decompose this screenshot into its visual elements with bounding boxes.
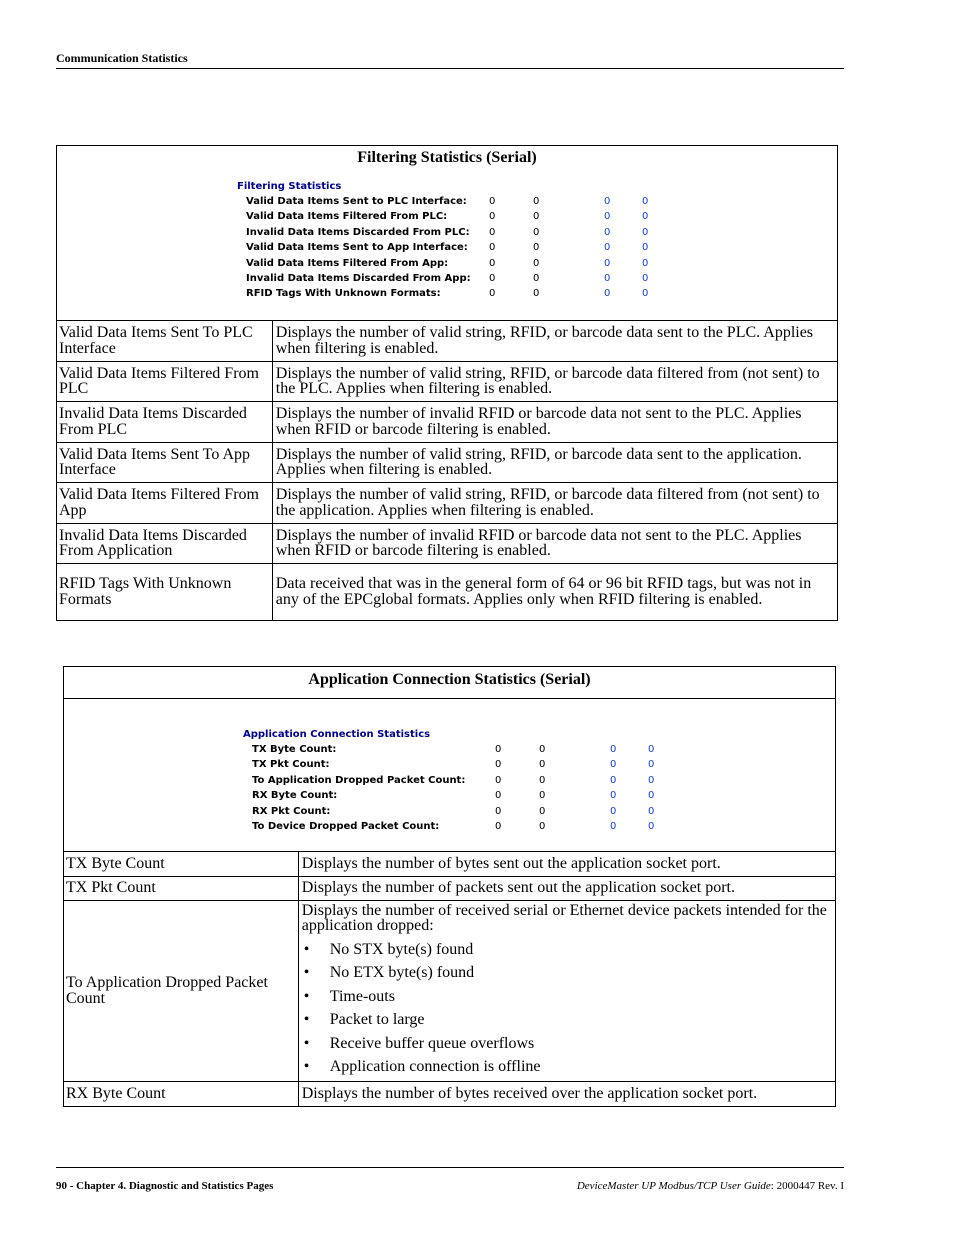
filtering-screenshot <box>237 181 677 301</box>
stat-value: 0 <box>533 257 540 269</box>
stat-row <box>252 744 672 759</box>
stat-value: 0 <box>604 273 611 284</box>
description-row <box>64 1082 836 1107</box>
stat-label: Valid Data Items Filtered From PLC: <box>246 211 448 223</box>
field-name: RFID Tags With Unknown Formats <box>57 564 273 621</box>
stat-value: 0 <box>610 744 617 755</box>
stat-value: 0 <box>489 273 496 284</box>
appconn-title-rule <box>64 698 835 699</box>
stat-value: 0 <box>610 805 617 817</box>
stat-label: Invalid Data Items Discarded From App: <box>246 273 471 284</box>
stat-value: 0 <box>604 242 611 254</box>
stat-value: 0 <box>489 196 496 207</box>
header-rule <box>56 68 844 69</box>
description-row <box>57 402 838 443</box>
stat-label: RX Byte Count: <box>252 790 338 802</box>
stat-value: 0 <box>489 242 496 254</box>
field-description <box>298 877 835 901</box>
stat-label: Valid Data Items Filtered From App: <box>246 257 449 269</box>
stat-value: 0 <box>533 273 540 284</box>
stat-row <box>246 273 666 288</box>
footer-rule <box>56 1167 844 1168</box>
field-name: RX Byte Count <box>64 1082 299 1107</box>
stat-label: To Device Dropped Packet Count: <box>252 821 440 832</box>
stat-value: 0 <box>610 774 617 786</box>
field-name: Invalid Data Items Discarded From PLC <box>57 402 273 443</box>
field-description <box>272 564 837 621</box>
description-row <box>64 877 836 901</box>
stat-value: 0 <box>495 821 502 832</box>
stat-label: To Application Dropped Packet Count: <box>252 774 466 786</box>
stat-value: 0 <box>648 821 655 832</box>
stat-label: TX Byte Count: <box>252 744 337 755</box>
stat-value: 0 <box>539 821 546 832</box>
stat-value: 0 <box>648 759 655 771</box>
field-description <box>298 1082 835 1107</box>
appconn-statistics-table <box>63 666 836 852</box>
field-name: Valid Data Items Sent To App Interface <box>57 443 273 483</box>
field-description <box>272 402 837 443</box>
description-row <box>57 524 838 564</box>
field-description <box>298 901 835 1082</box>
stat-value: 0 <box>489 257 496 269</box>
stat-row <box>252 806 672 821</box>
filtering-table-title: Filtering Statistics (Serial) <box>357 149 537 166</box>
field-description <box>272 524 837 564</box>
stat-value: 0 <box>648 744 655 755</box>
stat-value: 0 <box>533 226 540 238</box>
stat-value: 0 <box>539 790 546 802</box>
stat-value: 0 <box>642 257 649 269</box>
stat-value: 0 <box>642 211 649 223</box>
stat-value: 0 <box>495 774 502 786</box>
field-description <box>272 321 837 362</box>
bullet-item: • Packet to large <box>302 1008 832 1032</box>
stat-value: 0 <box>533 242 540 254</box>
stat-value: 0 <box>604 226 611 238</box>
appconn-screenshot <box>243 729 683 839</box>
appconn-description-table <box>63 851 836 1107</box>
footer-doc-number: : 2000447 Rev. I <box>770 1180 844 1192</box>
bullet-item: • Application connection is offline <box>302 1055 832 1079</box>
stat-value: 0 <box>604 196 611 207</box>
stat-value: 0 <box>533 196 540 207</box>
description-text: Data received that was in the general form of 64 or 96 bit RFID tags, but was not in any of the EPCglobal formats. Applies only when RFID filtering is enabled. <box>275 575 812 608</box>
stat-value: 0 <box>604 288 611 300</box>
description-text: Displays the number of valid string, RFID, or barcode data filtered from (not sent) to the application. Applies when filtering is enabled. <box>275 486 820 519</box>
stat-value: 0 <box>610 759 617 771</box>
description-text: Displays the number of invalid RFID or barcode data not sent to the PLC. Applies when RFID or barcode filtering is enabled. <box>275 526 802 559</box>
stat-value: 0 <box>604 211 611 223</box>
description-text: Displays the number of packets sent out the application socket port. <box>301 879 735 897</box>
description-text: Displays the number of bytes sent out the application socket port. <box>301 854 721 872</box>
stat-row <box>252 775 672 790</box>
stat-row <box>246 211 666 226</box>
filtering-description-table <box>56 320 838 621</box>
stat-value: 0 <box>539 744 546 755</box>
field-description <box>272 443 837 483</box>
stat-value: 0 <box>489 288 496 300</box>
stat-value: 0 <box>495 805 502 817</box>
stat-value: 0 <box>642 273 649 284</box>
description-text: Displays the number of received serial or Ethernet device packets intended for the application dropped: <box>301 901 827 934</box>
footer-guide-name: DeviceMaster UP Modbus/TCP User Guide <box>576 1180 771 1192</box>
appconn-screenshot-heading: Application Connection Statistics <box>243 729 431 740</box>
bullet-item: • Time-outs <box>302 985 832 1009</box>
description-row <box>57 443 838 483</box>
bullet-item: • No ETX byte(s) found <box>302 961 832 985</box>
stat-row <box>246 227 666 242</box>
bullet-item: • Receive buffer queue overflows <box>302 1032 832 1056</box>
stat-value: 0 <box>489 211 496 223</box>
description-row <box>57 321 838 362</box>
description-text: Displays the number of valid string, RFID, or barcode data sent to the PLC. Applies when filtering is enabled. <box>275 324 814 357</box>
field-description <box>298 852 835 877</box>
footer-document-title <box>577 1180 844 1192</box>
stat-label: TX Pkt Count: <box>252 759 330 771</box>
description-text: Displays the number of valid string, RFID, or barcode data filtered from (not sent) to the PLC. Applies when filtering is enabled. <box>275 364 820 397</box>
description-row <box>64 852 836 877</box>
stat-value: 0 <box>648 790 655 802</box>
bullet-list <box>302 938 832 1079</box>
stat-row <box>252 821 672 836</box>
field-description <box>272 362 837 402</box>
stat-row <box>252 790 672 805</box>
running-header: Communication Statistics <box>56 51 188 65</box>
filtering-statistics-table <box>56 145 838 321</box>
field-name: TX Pkt Count <box>64 877 299 901</box>
stat-value: 0 <box>489 226 496 238</box>
stat-row <box>246 242 666 257</box>
stat-row <box>246 288 666 303</box>
stat-value: 0 <box>495 790 502 802</box>
description-row <box>57 564 838 621</box>
field-name: TX Byte Count <box>64 852 299 877</box>
stat-value: 0 <box>539 774 546 786</box>
description-row <box>57 483 838 524</box>
stat-value: 0 <box>610 790 617 802</box>
appconn-table-title: Application Connection Statistics (Serial) <box>308 671 591 688</box>
stat-value: 0 <box>642 288 649 300</box>
description-text: Displays the number of bytes received over the application socket port. <box>301 1084 758 1102</box>
description-row <box>57 362 838 402</box>
stat-label: Valid Data Items Sent to App Interface: <box>246 242 468 254</box>
field-description <box>272 483 837 524</box>
description-row <box>64 901 836 1082</box>
field-name: Invalid Data Items Discarded From Application <box>57 524 273 564</box>
stat-value: 0 <box>642 242 649 254</box>
filtering-screenshot-heading: Filtering Statistics <box>237 181 342 192</box>
stat-value: 0 <box>610 821 617 832</box>
stat-row <box>246 196 666 211</box>
stat-label: Valid Data Items Sent to PLC Interface: <box>246 196 467 207</box>
description-text: Displays the number of valid string, RFID, or barcode data sent to the application. Applies when filtering is enabled. <box>275 445 802 478</box>
stat-label: Invalid Data Items Discarded From PLC: <box>246 226 470 238</box>
stat-value: 0 <box>604 257 611 269</box>
field-name: Valid Data Items Filtered From PLC <box>57 362 273 402</box>
field-name: Valid Data Items Sent To PLC Interface <box>57 321 273 362</box>
stat-value: 0 <box>539 759 546 771</box>
stat-value: 0 <box>495 744 502 755</box>
stat-value: 0 <box>495 759 502 771</box>
stat-row <box>252 759 672 774</box>
bullet-item: • No STX byte(s) found <box>302 938 832 962</box>
stat-value: 0 <box>533 288 540 300</box>
footer-page-chapter: 90 - Chapter 4. Diagnostic and Statistics Pages <box>56 1180 274 1192</box>
description-text: Displays the number of invalid RFID or barcode data not sent to the PLC. Applies when RFID or barcode filtering is enabled. <box>275 405 802 438</box>
stat-value: 0 <box>642 226 649 238</box>
stat-label: RFID Tags With Unknown Formats: <box>246 288 441 300</box>
field-name: To Application Dropped Packet Count <box>64 901 299 1082</box>
stat-label: RX Pkt Count: <box>252 805 331 817</box>
stat-value: 0 <box>642 196 649 207</box>
stat-value: 0 <box>648 774 655 786</box>
stat-value: 0 <box>533 211 540 223</box>
field-name: Valid Data Items Filtered From App <box>57 483 273 524</box>
stat-row <box>246 258 666 273</box>
stat-value: 0 <box>648 805 655 817</box>
stat-value: 0 <box>539 805 546 817</box>
